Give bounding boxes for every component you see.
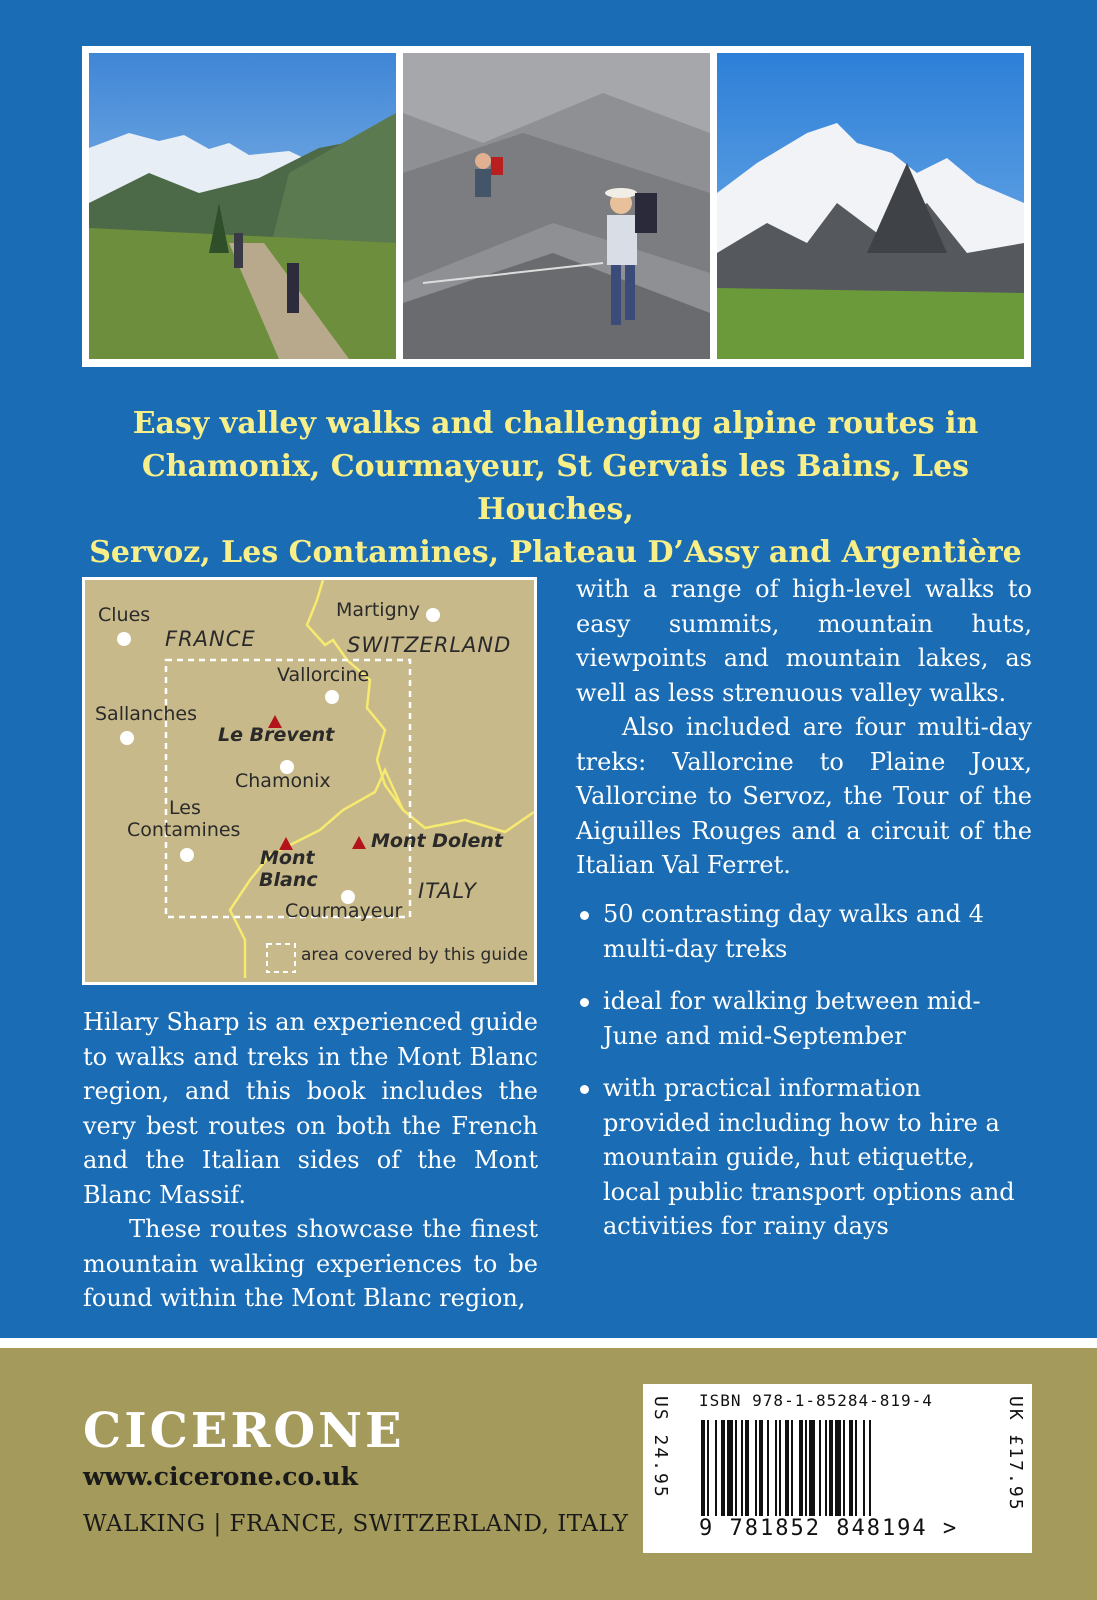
walks-paragraph: with a range of high-level walks to easy summits, mountain huts, viewpoints and mountain lakes, as well as less strenuous valley walks. <box>576 575 1032 707</box>
snowy-peaks-photo <box>717 53 1024 359</box>
town-marker-les-contamines <box>180 848 194 862</box>
map-label-mont: Mont <box>260 847 315 869</box>
map-label-mont-dolent: Mont Dolent <box>371 830 504 852</box>
author-description <box>83 1005 538 1316</box>
map-label-vallorcine: Vallorcine <box>277 664 370 686</box>
barcode-panel <box>643 1384 1032 1553</box>
barcode-digits: 9 781852 848194 > <box>699 1516 959 1541</box>
headline-line-3: Servoz, Les Contamines, Plateau D’Assy and Argentière <box>89 535 1022 570</box>
feature-item: with practical information provided including how to hire a mountain guide, hut etiquette, local public transport options and activities for rainy days <box>576 1071 1032 1244</box>
map-label-italy: ITALY <box>418 879 477 903</box>
legend-swatch <box>267 944 295 972</box>
publisher-website[interactable]: www.cicerone.co.uk <box>83 1462 358 1491</box>
peak-marker-mont-dolent <box>352 836 366 849</box>
map-label-courmayeur: Courmayeur <box>285 900 403 922</box>
map-label-clues: Clues <box>98 604 151 626</box>
barcode-icon <box>699 1420 967 1516</box>
publisher-logo: CICERONE <box>83 1403 405 1459</box>
town-marker-sallanches <box>120 731 134 745</box>
map-legend-label: area covered by this guide <box>301 945 529 965</box>
map-label-le-brevent: Le Brevent <box>218 724 335 746</box>
climber-rock-slab-photo <box>403 53 710 359</box>
headline-line-2: Chamonix, Courmayeur, St Gervais les Bains, Les Houches, <box>141 449 970 527</box>
treks-paragraph: Also included are four multi-day treks: Vallorcine to Plaine Joux, Vallorcine to Servoz, the Tour of the Aiguilles Rouges and a circuit of the Italian Val Ferret. <box>576 713 1032 879</box>
footer-divider <box>0 1338 1097 1348</box>
author-paragraph: Hilary Sharp is an experienced guide to walks and treks in the Mont Blanc region, and this book includes the very best routes on both the French and the Italian sides of the Mont Blanc Massif. <box>83 1008 538 1209</box>
price-us: US 24.95 <box>650 1396 671 1499</box>
feature-list <box>576 897 1032 1262</box>
book-description <box>576 572 1032 883</box>
isbn-number: ISBN 978-1-85284-819-4 <box>699 1391 933 1410</box>
map-label-martigny: Martigny <box>336 599 420 621</box>
map-label-sallanches: Sallanches <box>95 703 198 725</box>
map-label-les: Les <box>169 797 201 819</box>
town-marker-clues <box>117 632 131 646</box>
hikers-meadow-mountain-photo <box>89 53 396 359</box>
map-label-blanc: Blanc <box>259 869 318 891</box>
price-uk: UK £17.95 <box>1005 1396 1026 1512</box>
town-marker-martigny <box>426 608 440 622</box>
town-marker-vallorcine <box>325 690 339 704</box>
map-label-chamonix: Chamonix <box>235 770 331 792</box>
headline-line-1: Easy valley walks and challenging alpine routes in <box>132 406 979 441</box>
headline <box>70 402 1041 574</box>
feature-item: ideal for walking between mid-June and mid-September <box>576 984 1032 1053</box>
area-map <box>82 577 537 985</box>
photo-strip <box>82 46 1031 367</box>
map-label-switzerland: SWITZERLAND <box>347 633 512 657</box>
routes-paragraph: These routes showcase the finest mountain walking experiences to be found within the Mont Blanc region, <box>83 1215 538 1312</box>
map-label-contamines: Contamines <box>127 819 241 841</box>
book-category: WALKING | FRANCE, SWITZERLAND, ITALY <box>83 1511 629 1537</box>
map-label-france: FRANCE <box>165 627 256 651</box>
feature-item: 50 contrasting day walks and 4 multi-day treks <box>576 897 1032 966</box>
